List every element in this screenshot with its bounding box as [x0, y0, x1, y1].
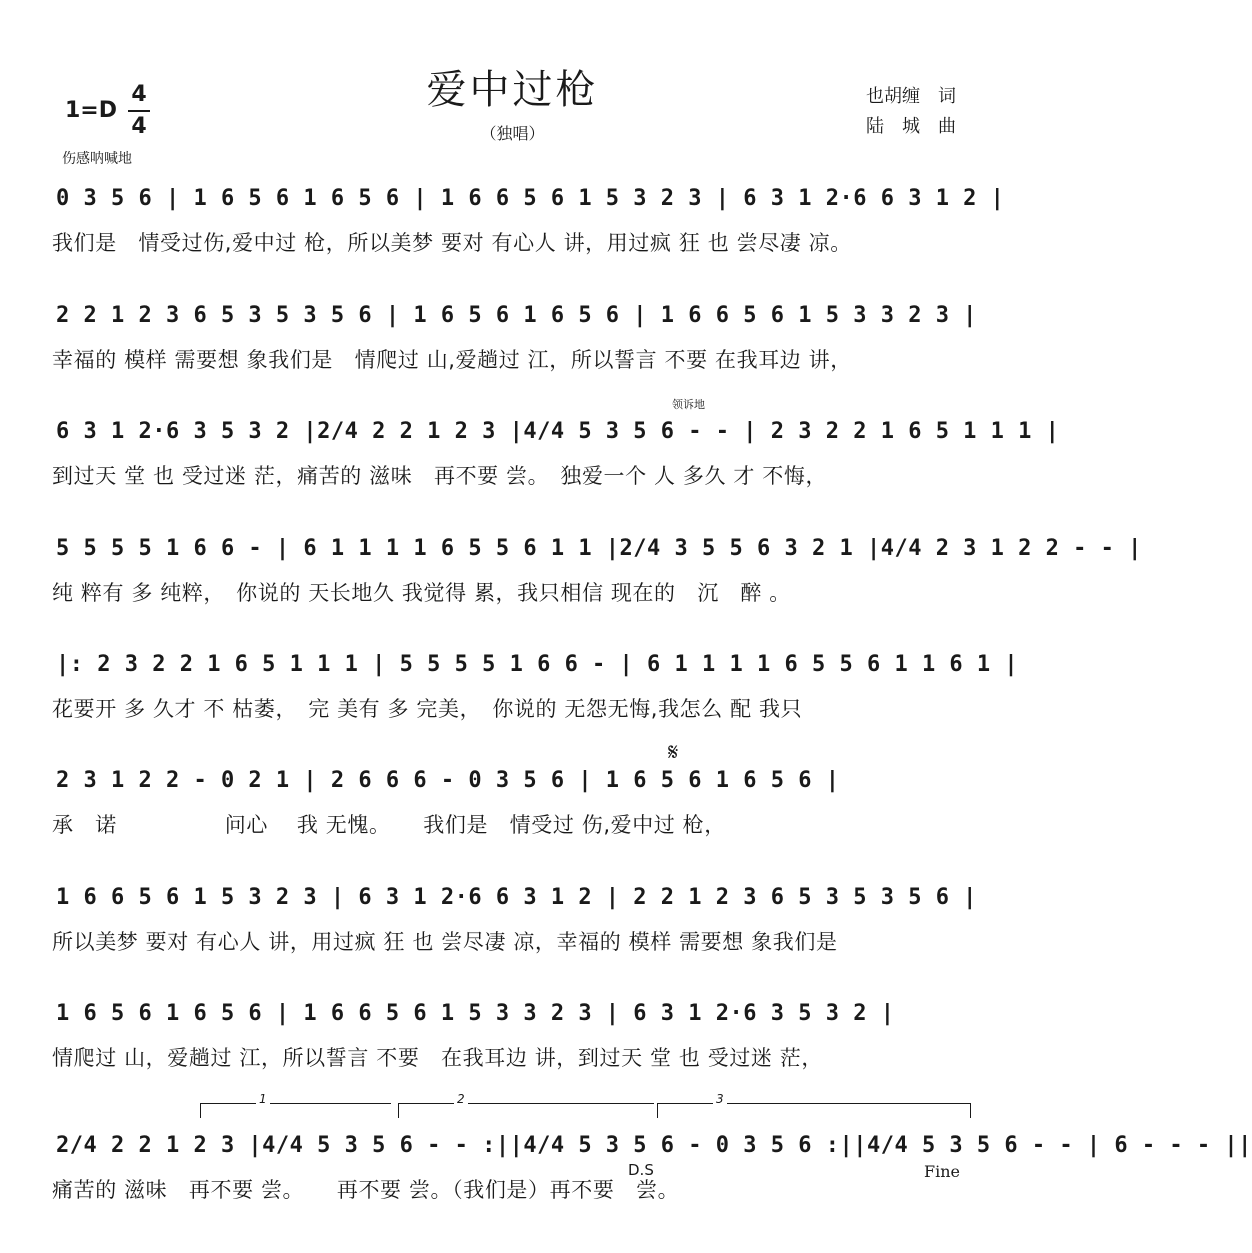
volta-number-3: 3 — [713, 1092, 727, 1106]
lyricist-credit: 也胡缠 词 — [866, 86, 956, 107]
lead-in-marking: 领诉地 — [672, 398, 705, 411]
score-system — [50, 175, 1005, 265]
key-signature: 1=D — [65, 98, 118, 123]
notation-line: 2/4 2 2 1 2 3 |4/4 5 3 5 6 - - :||4/4 5 3 5 6 - 0 3 5 6 :||4/4 5 3 5 6 - - | 6 - - - || — [56, 1133, 1252, 1158]
notation-line: 1 6 6 5 6 1 5 3 2 3 | 6 3 1 2·6 6 3 1 2 | 2 2 1 2 3 6 5 3 5 3 5 6 | — [56, 885, 977, 910]
time-numerator: 4 — [131, 82, 147, 107]
notation-line: 1 6 5 6 1 6 5 6 | 1 6 6 5 6 1 5 3 3 2 3 | 6 3 1 2·6 3 5 3 2 | — [56, 1001, 895, 1026]
volta-bracket-1 — [200, 1092, 391, 1118]
ds-marking: D.S — [628, 1161, 654, 1179]
volta-bracket-3 — [657, 1092, 971, 1118]
lyrics-line: 花要开 多 久才 不 枯萎， 完 美有 多 完美， 你说的 无怨无悔,我怎么 配 我只 — [52, 697, 803, 721]
song-title: 爱中过枪 — [426, 67, 599, 113]
segno-sign: 𝄋 — [668, 738, 679, 766]
score-system — [50, 641, 1019, 731]
notation-line: |: 2 3 2 2 1 6 5 1 1 1 | 5 5 5 5 1 6 6 - | 6 1 1 1 1 6 5 5 6 1 1 6 1 | — [56, 652, 1019, 677]
lyrics-line: 到过天 堂 也 受过迷 茫，痛苦的 滋味 再不要 尝。 独爱一个 人 多久 才 不悔， — [52, 464, 828, 488]
lyrics-line: 承 诺 问心 我 无愧。 我们是 情受过 伤,爱中过 枪， — [52, 813, 726, 837]
notation-line: 0 3 5 6 | 1 6 5 6 1 6 5 6 | 1 6 6 5 6 1 5 3 2 3 | 6 3 1 2·6 6 3 1 2 | — [56, 186, 1005, 211]
score-system — [50, 1122, 1252, 1212]
notation-line: 5 5 5 5 1 6 6 - | 6 1 1 1 1 6 5 5 6 1 1 |2/4 3 5 5 6 3 2 1 |4/4 2 3 1 2 2 - - | — [56, 536, 1142, 561]
song-subtitle: （独唱） — [480, 124, 545, 143]
notation-line: 6 3 1 2·6 3 5 3 2 |2/4 2 2 1 2 3 |4/4 5 3 5 6 - - | 2 3 2 2 1 6 5 1 1 1 | — [56, 419, 1060, 444]
lyrics-line: 所以美梦 要对 有心人 讲，用过疯 狂 也 尝尽凄 凉，幸福的 模样 需要想 象我们是 — [52, 930, 838, 954]
score-system — [50, 874, 978, 964]
score-system — [50, 757, 978, 847]
fine-marking: Fine — [924, 1162, 960, 1181]
lyrics-line: 幸福的 模样 需要想 象我们是 情爬过 山,爱趟过 江，所以誓言 不要 在我耳边 讲， — [52, 348, 852, 372]
volta-number-2: 2 — [454, 1092, 468, 1106]
composer-credit: 陆 城 曲 — [866, 116, 956, 137]
volta-number-1: 1 — [256, 1092, 270, 1106]
score-system — [50, 525, 1142, 615]
time-signature — [128, 80, 150, 142]
score-system — [50, 292, 978, 382]
notation-line: 2 3 1 2 2 - 0 2 1 | 2 6 6 6 - 0 3 5 6 | 1 6 5 6 1 6 5 6 | — [56, 768, 840, 793]
time-denominator: 4 — [131, 114, 147, 139]
mood-marking: 伤感呐喊地 — [62, 151, 132, 167]
score-system — [50, 408, 1060, 498]
lyrics-line: 我们是 情受过伤,爱中过 枪，所以美梦 要对 有心人 讲，用过疯 狂 也 尝尽凄 凉。 — [52, 231, 852, 255]
notation-line: 2 2 1 2 3 6 5 3 5 3 5 6 | 1 6 5 6 1 6 5 6 | 1 6 6 5 6 1 5 3 3 2 3 | — [56, 303, 977, 328]
lyrics-line: 情爬过 山，爱趟过 江，所以誓言 不要 在我耳边 讲，到过天 堂 也 受过迷 茫， — [52, 1046, 823, 1070]
lyrics-line: 痛苦的 滋味 再不要 尝。 再不要 尝。（我们是）再不要 尝。 — [52, 1178, 680, 1202]
lyrics-line: 纯 粹有 多 纯粹， 你说的 天长地久 我觉得 累，我只相信 现在的 沉 醉 。 — [52, 581, 791, 605]
volta-bracket-2 — [398, 1092, 654, 1118]
score-system — [50, 990, 978, 1080]
